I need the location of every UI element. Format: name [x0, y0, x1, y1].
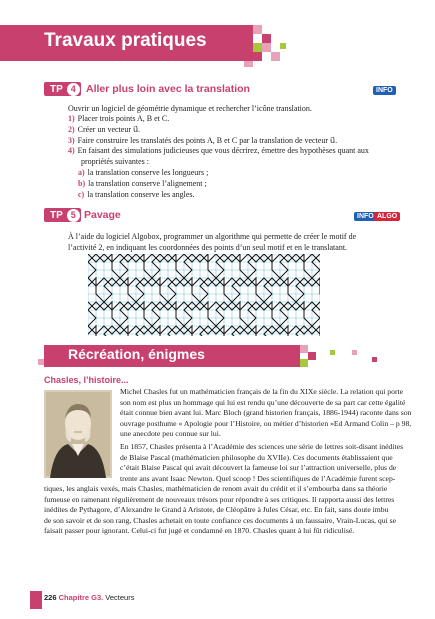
- item-text: la translation conserve les longueurs ;: [87, 168, 209, 177]
- tp5-title: Pavage: [84, 209, 121, 221]
- algo-tag: ALGO: [374, 212, 400, 221]
- tp4-substeps: [68, 168, 208, 200]
- item-number: 4): [68, 146, 75, 156]
- paragraph-2: [120, 442, 404, 484]
- list-item: [68, 136, 369, 147]
- chasles-portrait: [44, 390, 112, 478]
- footer: [44, 593, 134, 602]
- text-line: trente ans avant Isaac Newton. Quel scoop ! Des scientifiques de l’Académie furent scep-: [120, 473, 396, 483]
- page-title: Travaux pratiques: [44, 30, 207, 51]
- motif-tile: [88, 326, 104, 336]
- text-line: une anecdote peu connue sur lui.: [120, 429, 221, 439]
- tp5-number: 5: [67, 209, 80, 222]
- text-line: faisait passer pour ignorant. Celui-ci fut jugé et condamné en 1870. Chasles quant à lui fût ridiculisé.: [44, 526, 355, 536]
- text-line: fumeuse en ramenant régulièrement de nouveaux trésors pour répondre à ses critiques. Il rapporta aussi des lettres: [44, 494, 395, 504]
- list-item: [68, 157, 369, 168]
- tp4-steps: [68, 114, 369, 168]
- tp4-intro: Ouvrir un logiciel de géométrie dynamique et rechercher l’icône translation.: [68, 104, 312, 113]
- recreation-title: Récréation, énigmes: [68, 346, 205, 362]
- chapter-topic: Vecteurs: [105, 593, 135, 602]
- text-line: était connue bien avant lui. Marc Bloch (grand historien français, 1886-1944) raconte dans son: [120, 408, 412, 418]
- info-tag: INFO: [354, 212, 377, 221]
- text-line: ouvrage posthume « Apologie pour l’Histoire, ou métier d’historien »Ed Armand Colin – p 98,: [120, 418, 412, 428]
- chasles-heading: Chasles, l’histoire...: [44, 375, 129, 385]
- text-line: tiques, les anglais vexés, mais Chasles, mathématicien de renom avait du crédit et il s’embourba dans sa théorie: [44, 484, 388, 493]
- tp5-badge: [44, 208, 81, 222]
- item-number: a): [78, 168, 85, 177]
- tp4-number: 4: [67, 83, 80, 96]
- item-text: Placer trois points A, B et C.: [77, 114, 170, 123]
- tp5-line2: l’activité 2, en indiquant les coordonnées des points d’un seul motif et en le translatant.: [68, 243, 348, 252]
- tp4-title: Aller plus loin avec la translation: [86, 83, 250, 95]
- item-text: Créer un vecteur u⃗.: [77, 124, 141, 134]
- item-number: 2): [68, 124, 75, 134]
- list-item: [78, 190, 208, 201]
- item-number: 3): [68, 135, 75, 145]
- item-text: Faire construire les translatés des points A, B et C par la translation de vecteur u⃗.: [77, 135, 338, 145]
- list-item: [78, 179, 208, 190]
- item-text: la translation conserve les angles.: [87, 189, 195, 199]
- text-line: En 1857, Chasles présenta à l’Académie des sciences une série de lettres soit-disant inédites: [120, 442, 404, 451]
- list-item: [78, 168, 208, 179]
- item-number: c): [78, 189, 85, 199]
- text-line: inédites de Pythagore, d’Alexandre le Grand à Aristote, de Cléopâtre à Jules César, etc. En fait, sans doute imbu: [44, 505, 389, 515]
- tp5-label: TP: [50, 209, 63, 221]
- footer-marker: [30, 591, 42, 609]
- tp4-badge: [44, 82, 81, 96]
- text-line: de son savoir et de son rang, Chasles achetait en toute confiance ces documents à un faussaire, Vrain-Lucas, qui se: [44, 515, 397, 525]
- item-text: En faisant des simulations judicieuses que vous décrirez, émettre des hypothèses quant aux: [77, 146, 369, 156]
- paragraph-3: [44, 484, 397, 537]
- item-text: propriétés suivantes :: [81, 157, 149, 167]
- item-text: la translation conserve l’alignement ;: [88, 178, 207, 188]
- list-item: [68, 125, 369, 136]
- page-number: 226: [44, 593, 57, 602]
- text-line: son nom est plus un hommage qui lui est rendu qu’une découverte de sa part car cette égalité: [120, 397, 406, 407]
- text-line: Michel Chasles fut un mathématicien français de la fin du XIXe siècle. La relation qui porte: [120, 387, 404, 396]
- chapter-label: Chapitre G3.: [58, 593, 104, 602]
- tp4-label: TP: [50, 83, 63, 95]
- text-line: c’était Blaise Pascal qui avait découvert la fameuse loi sur l’attraction universelle, plus de: [120, 463, 397, 473]
- info-tag: INFO: [373, 86, 396, 95]
- tessellation-figure: [88, 254, 320, 336]
- paragraph-1: [120, 387, 412, 440]
- list-item: [68, 146, 369, 157]
- text-line: de Blaise Pascal (mathématicien philosophe du XVIIe). Ces documents établissaient que: [120, 452, 393, 462]
- list-item: [68, 114, 369, 125]
- item-number: 1): [68, 114, 75, 123]
- item-number: b): [78, 178, 86, 188]
- tp5-line1: À l’aide du logiciel Algobox, programmer un algorithme qui permette de créer le motif de: [68, 232, 357, 241]
